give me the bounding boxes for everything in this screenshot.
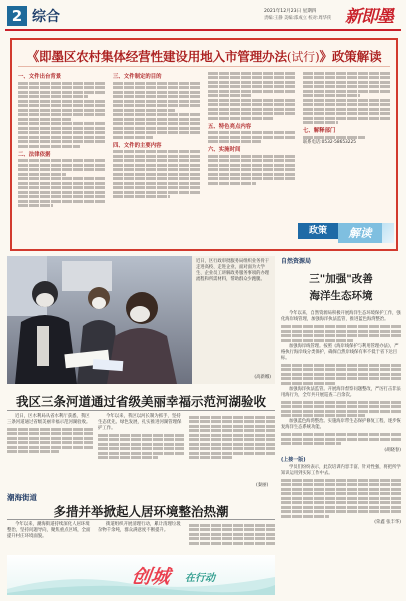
header-rule [5, 29, 401, 31]
section-name: 综合 [32, 9, 60, 25]
feature-columns [18, 70, 390, 243]
continued-kicker: (上接一版) [281, 456, 306, 463]
article-author: (秦丽) [256, 483, 269, 488]
section-heading: 六、实施时间 [208, 147, 241, 153]
banner-title: 创城 [130, 566, 172, 588]
section-heading: 七、解释部门 [303, 128, 336, 134]
title-rule [18, 66, 390, 67]
river-article-body [7, 414, 275, 492]
article-kicker: 自然资源局 [281, 258, 312, 265]
environment-article-headline: 多措并举掀起人居环境整治热潮 [53, 504, 229, 519]
paragraph: 近日，区水利局从省水利厅获悉，我区三条河道通过省级美丽幸福示范河湖验收。 [7, 414, 91, 425]
phone-line: 联系电话:0532-58653225 [303, 140, 356, 145]
section-heading: 三、文件制定的目的 [113, 74, 162, 80]
paragraph: 学员们纷纷表示，此次培训内容丰富、针对性强，将把所学知识运用到实际工作中去。 [281, 464, 401, 476]
headline-rule [7, 410, 275, 411]
article-author: (荣鑫 张丰华) [374, 520, 401, 525]
paragraph: 今年以来，潮海街道持续深化人居环境整治，坚持问题导向，聚焦重点区域，全面提升村庄环境面貌。 [7, 522, 91, 539]
page-header [0, 0, 406, 34]
right-column-article [281, 256, 401, 596]
feature-column [303, 70, 391, 243]
newspaper-logo: 新即墨 [345, 7, 393, 27]
headline-line-1: 三"加强"改善 [309, 273, 373, 285]
paragraph: 街道组织开展清理行动，累计清理垃圾杂物千余吨，群众满意度不断提升。 [98, 522, 181, 533]
paragraph: 加强海洋执法监管。开展海洋督察问题整改，严厉打击非法用海行为，全年共开展巡查二百余次。 [281, 386, 401, 398]
feature-column [18, 70, 106, 243]
river-article-headline: 我区三条河道通过省级美丽幸福示范河湖验收 [15, 394, 266, 409]
policy-feature-box [10, 38, 398, 251]
caption-text: 近日，区行政审批服务局组织业务骨干走进高校、走进企业，面对面为大学生、企业员工讲解政务服务事项的办理流程和所需材料，帮助群众少跑腿。 [196, 259, 270, 282]
paragraph: 今年以来，我区以河长制为抓手，坚持生态优先、绿色发展，扎实推进河湖管理保护工作。 [98, 414, 182, 431]
feature-column [208, 70, 296, 243]
section-heading: 五、特色亮点内容 [208, 123, 252, 130]
paragraph: 加强海岸线管理。按照《海岸线保护与利用管理办法》，严格执行海岸线分类保护，确保自然岸线保有率不低于省下达目标。 [281, 343, 399, 361]
headline-line-2: 海洋生态环境 [309, 290, 373, 302]
photo-caption [192, 256, 275, 384]
headline-rule [7, 519, 275, 520]
article-author: (胡晓春) [384, 447, 401, 453]
section-heading: 二、法律依据 [18, 151, 51, 158]
policy-badge: 政策 [298, 223, 338, 239]
paragraph: 加强蓝色海湾整治。实施海岸带生态保护修复工程，逐步恢复海洋生态系统功能。 [281, 419, 401, 430]
feature-column [113, 70, 201, 243]
issue-date: 2021年12月23日 星期四 [264, 9, 317, 14]
page-number: 2 [7, 6, 27, 26]
photo-illustration [7, 256, 192, 384]
environment-article-body [7, 522, 275, 554]
badge-decoration [382, 223, 394, 243]
editors-line: 责编:王静 美编:邵成立 校对:周华侠 [264, 16, 332, 21]
interpretation-badge: 解读 [338, 223, 382, 243]
section-heading: 四、文件的主要内容 [113, 142, 162, 149]
article-kicker: 潮海街道 [7, 493, 37, 502]
campaign-banner [7, 555, 275, 595]
paragraph: 今年以来，自然资源局积极开展海洋生态环境保护工作，强化海岸线管理，加强海洋执法监管，推进蓝色海湾整治。 [281, 311, 401, 322]
feature-title: 《即墨区农村集体经营性建设用地入市管理办法(试行)》政策解读 [26, 49, 382, 64]
section-heading: 一、文件出台背景 [18, 74, 62, 80]
banner-subtitle: 在行动 [185, 573, 215, 584]
caption-source: (高新娜) [254, 375, 271, 380]
